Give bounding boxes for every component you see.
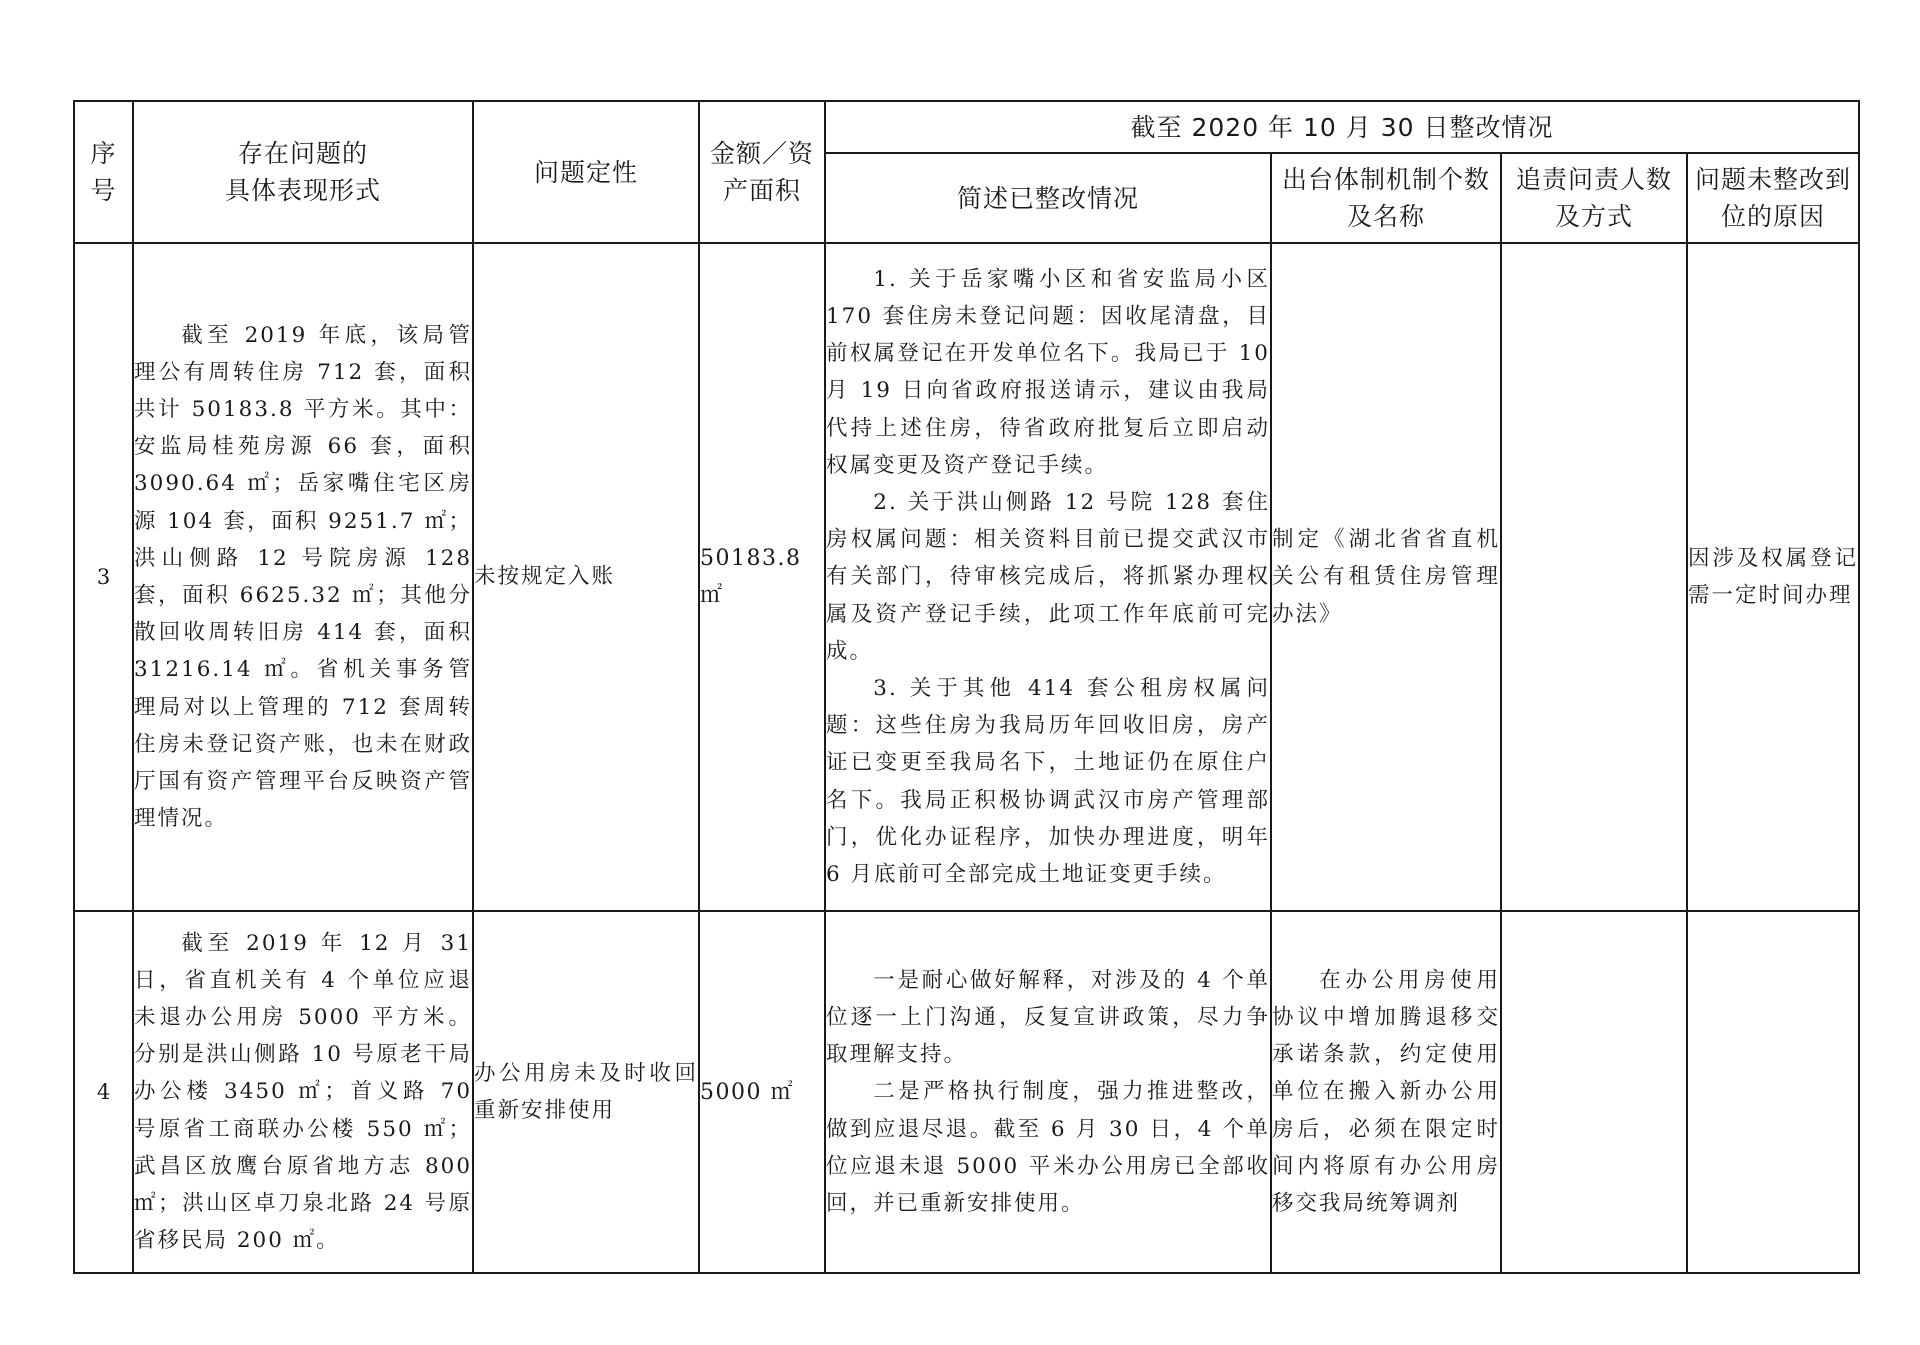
row-summary	[825, 243, 1271, 911]
header-summary-text: 简述已整改情况	[956, 183, 1139, 213]
row-seq: 3	[74, 243, 133, 911]
row-nature	[473, 911, 699, 1273]
row-summary-p2: 2. 关于洪山侧路 12 号院 128 套住房权属问题：相关资料目前已提交武汉市有关部门，待审核完成后，将抓紧办理权属及资产登记手续，此项工作年底前可完成。	[826, 489, 1270, 664]
header-accountability	[1501, 153, 1687, 243]
row-issue	[133, 243, 473, 911]
row-issue-text: 截至 2019 年 12 月 31 日，省直机关有 4 个单位应退未退办公用房 5000 平方米。分别是洪山侧路 10 号原老干局办公楼 3450 ㎡；首义路 70 号原省工商联办公楼 550 ㎡；武昌区放鹰台原省地方志 800 ㎡；洪山区卓刀泉北路 24 号原省移民局 200 ㎡。	[134, 930, 472, 1254]
row-issue	[133, 911, 473, 1273]
header-nature-text: 问题定性	[533, 157, 638, 187]
header-reason-text: 问题未整改到 位的原因	[1694, 165, 1851, 231]
header-group	[825, 101, 1859, 153]
header-seq	[74, 101, 133, 243]
rectification-table	[73, 100, 1860, 1274]
row-accountability	[1501, 911, 1687, 1273]
row-reason	[1687, 911, 1859, 1273]
header-mechanism	[1271, 153, 1501, 243]
row-reason	[1687, 243, 1859, 911]
header-reason	[1687, 153, 1859, 243]
row-amount	[699, 911, 825, 1273]
row-seq: 4	[74, 911, 133, 1273]
row-accountability	[1501, 243, 1687, 911]
row-mechanism-text: 制定《湖北省省直机关公有租赁住房管理办法》	[1272, 527, 1500, 627]
header-mechanism-text: 出台体制机制个数 及名称	[1281, 165, 1490, 231]
row-nature	[473, 243, 699, 911]
row-summary-p3: 3. 关于其他 414 套公租房权属问题：这些住房为我局历年回收旧房，房产证已变更至我局名下，土地证仍在原住户名下。我局正积极协调武汉市房产管理部门，优化办证程序，加快办理进度，明年 6 月底前可全部完成土地证变更手续。	[826, 676, 1270, 888]
row-mechanism-text: 在办公用房使用协议中增加腾退移交承诺条款，约定使用单位在搬入新办公用房后，必须在限定时间内将原有办公用房移交我局统筹调剂	[1272, 967, 1500, 1216]
table-row	[74, 243, 1859, 911]
header-summary	[825, 153, 1271, 243]
row-amount	[699, 243, 825, 911]
row-nature-text: 办公用房未及时收回重新安排使用	[474, 1060, 698, 1123]
row-amount-text: 50183.8 ㎡	[700, 546, 802, 608]
header-accountability-text: 追责问责人数 及方式	[1515, 165, 1672, 231]
row-issue-text: 截至 2019 年底，该局管理公有周转住房 712 套，面积共计 50183.8 平方米。其中：安监局桂苑房源 66 套，面积 3090.64 ㎡；岳家嘴住宅区房源 104 套，面积 9251.7 ㎡；洪山侧路 12 号院房源 128 套，面积 6625.32 ㎡；其他分散回收周转旧房 414 套，面积 31216.14 ㎡。省机关事务管理局对以上管理的 712 套周转住房未登记资产账，也未在财政厅国有资产管理平台反映资产管理情况。	[134, 322, 472, 832]
row-summary-p1: 1. 关于岳家嘴小区和省安监局小区 170 套住房未登记问题：因收尾清盘，目前权属登记在开发单位名下。我局已于 10 月 19 日向省政府报送请示，建议由我局代持上述住房，待省政府批复后立即启动权属变更及资产登记手续。	[826, 266, 1270, 478]
header-issue	[133, 101, 473, 243]
row-summary	[825, 911, 1271, 1273]
table-row	[74, 911, 1859, 1273]
row-summary-p2: 二是严格执行制度，强力推进整改，做到应退尽退。截至 6 月 30 日，4 个单位应退未退 5000 平米办公用房已全部收回，并已重新安排使用。	[826, 1079, 1270, 1216]
header-amount	[699, 101, 825, 243]
header-seq-text: 序 号	[90, 139, 117, 205]
row-amount-text: 5000 ㎡	[700, 1079, 794, 1105]
header-nature	[473, 101, 699, 243]
row-summary-p1: 一是耐心做好解释，对涉及的 4 个单位逐一上门沟通，反复宣讲政策，尽力争取理解支持。	[826, 967, 1270, 1068]
row-nature-text: 未按规定入账	[474, 564, 616, 590]
row-mechanism	[1271, 243, 1501, 911]
header-group-text: 截至 2020 年 10 月 30 日整改情况	[1130, 112, 1554, 142]
row-reason-text: 因涉及权属登记需一定时间办理	[1688, 545, 1858, 608]
row-mechanism	[1271, 911, 1501, 1273]
header-issue-text: 存在问题的 具体表现形式	[224, 139, 381, 205]
header-amount-text: 金额／资 产面积	[709, 139, 814, 205]
